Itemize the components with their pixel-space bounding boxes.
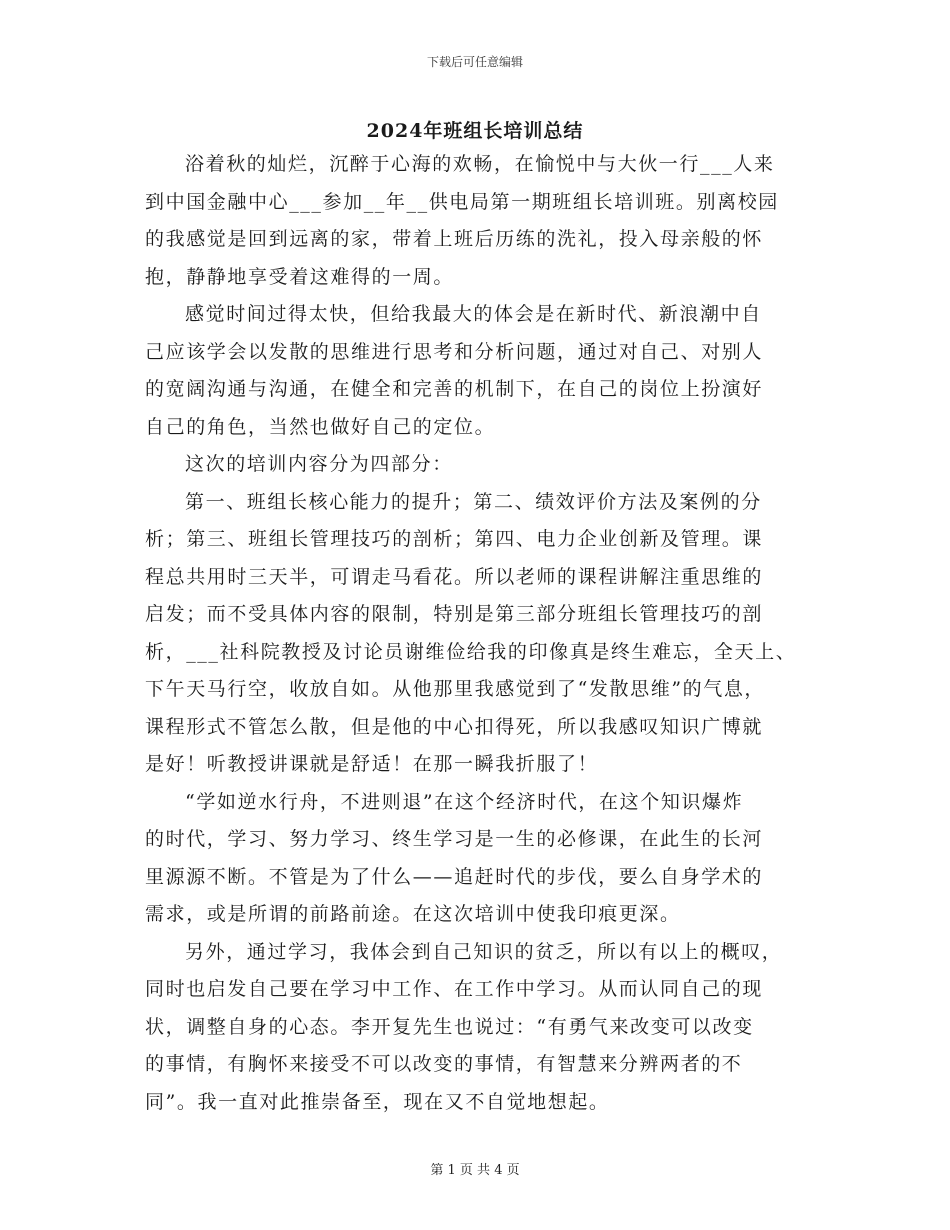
text-line: 的事情，有胸怀来接受不可以改变的事情，有智慧来分辨两者的不 [145, 1053, 743, 1075]
document-body [145, 146, 825, 1121]
text-line: 是好！听教授讲课就是舒适！在那一瞬我折服了！ [145, 753, 599, 775]
text-line: 到中国金融中心___参加__年__供电局第一期班组长培训班。别离校园 [145, 190, 779, 213]
text-line: 状，调整自身的心态。李开复先生也说过：“有勇气来改变可以改变 [145, 1015, 754, 1038]
text-line: 启发；而不受具体内容的限制，特别是第三部分班组长管理技巧的剖 [145, 603, 764, 625]
text-line: 感觉时间过得太快，但给我最大的体会是在新时代、新浪潮中自 [185, 303, 762, 325]
text-line: 同”。我一直对此推崇备至，现在又不自觉地想起。 [145, 1090, 610, 1113]
text-line: 己应该学会以发散的思维进行思考和分析问题，通过对自己、对别人 [145, 340, 764, 363]
text-line: 同时也启发自己要在学习中工作、在工作中学习。从而认同自己的现 [145, 978, 764, 1000]
text-line: 这次的培训内容分为四部分： [185, 453, 453, 475]
text-line: “学如逆水行舟，不进则退”在这个经济时代，在这个知识爆炸 [185, 790, 744, 813]
text-line: 下午天马行空，收放自如。从他那里我感觉到了“发散思维”的气息， [145, 678, 766, 700]
text-line: 第一、班组长核心能力的提升；第二、绩效评价方法及案例的分 [185, 490, 762, 513]
text-line: 的宽阔沟通与沟通，在健全和完善的机制下，在自己的岗位上扮演好 [145, 378, 764, 400]
header-note: 下载后可任意编辑 [426, 55, 523, 69]
text-line: 浴着秋的灿烂，沉醉于心海的欢畅，在愉悦中与大伙一行___人来 [185, 153, 775, 175]
text-line: 课程形式不管怎么散，但是他的中心扣得死，所以我感叹知识广博就 [145, 715, 764, 738]
text-line: 自己的角色，当然也做好自己的定位。 [145, 415, 496, 438]
text-line: 的时代，学习、努力学习、终生学习是一生的必修课，在此生的长河 [145, 828, 764, 850]
text-line: 抱，静静地享受着这难得的一周。 [145, 265, 455, 288]
text-line: 析；第三、班组长管理技巧的剖析；第四、电力企业创新及管理。课 [145, 528, 764, 550]
text-line: 另外，通过学习，我体会到自己知识的贫乏，所以有以上的概叹， [185, 940, 783, 963]
text-line: 析，___社科院教授及讨论员谢维俭给我的印像真是终生难忘，全天上、 [145, 640, 797, 663]
text-line: 需求，或是所谓的前路前途。在这次培训中使我印痕更深。 [145, 903, 681, 925]
text-line: 的我感觉是回到远离的家，带着上班后历练的洗礼，投入母亲般的怀 [145, 228, 764, 250]
text-line: 程总共用时三天半，可谓走马看花。所以老师的课程讲解注重思维的 [145, 565, 764, 588]
text-line: 里源源不断。不管是为了什么——追赶时代的步伐，要么自身学术的 [145, 865, 764, 888]
document-title: 2024年班组长培训总结 [366, 120, 584, 142]
page-footer: 第 1 页 共 4 页 [430, 1163, 520, 1178]
